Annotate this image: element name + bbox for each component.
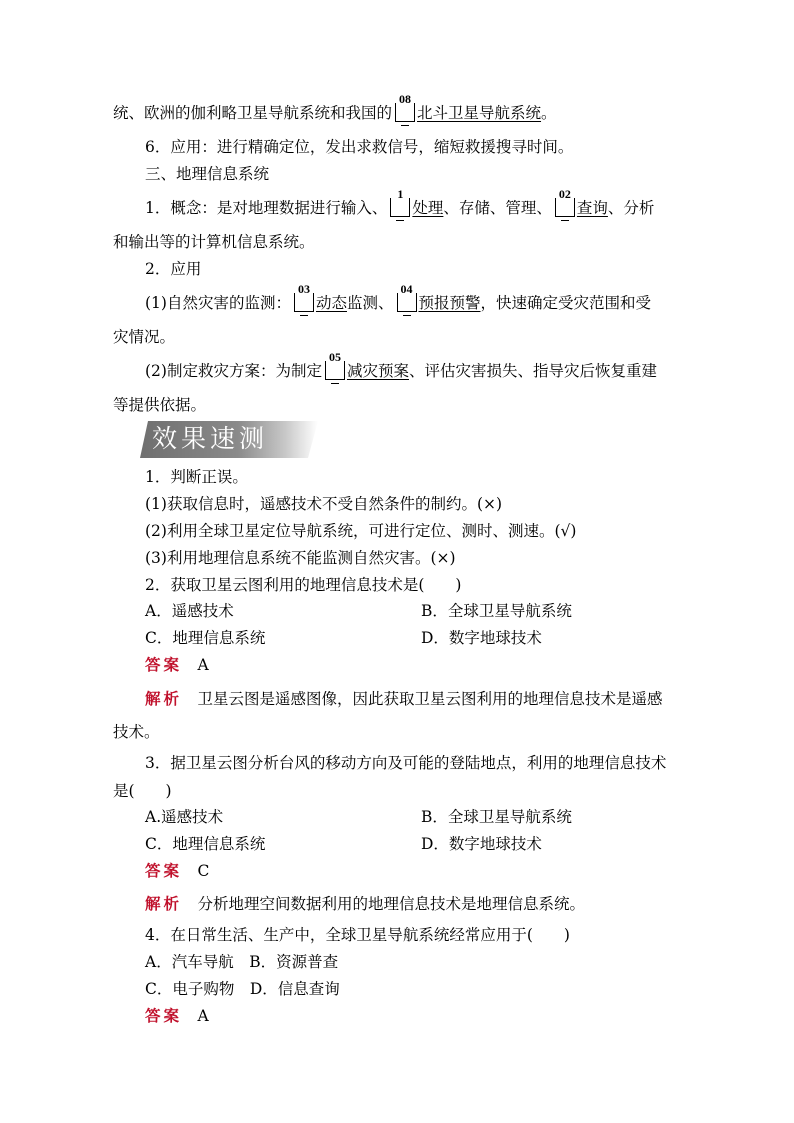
fill-answer: 处理	[412, 199, 444, 217]
answer-label: 答案	[145, 1006, 183, 1025]
q2-stem: 2．获取卫星云图利用的地理信息技术是( )	[145, 576, 462, 594]
blank-box: 03	[294, 293, 314, 312]
q1-statement-1: (1)获取信息时，遥感技术不受自然条件的制约。(×)	[145, 495, 503, 513]
banner-title: 效果速测	[152, 424, 269, 453]
fill-answer: 减灾预案	[346, 362, 409, 380]
disaster-monitoring-line2: 灾情况。	[113, 328, 176, 346]
gis-concept-line2: 和输出等的计算机信息系统。	[113, 233, 315, 251]
q3-option-d: D．数字地球技术	[421, 835, 542, 853]
blank-box: 02	[555, 198, 575, 217]
fill-answer: 北斗卫星导航系统	[417, 104, 542, 122]
q1-statement-3: (3)利用地理信息系统不能监测自然灾害。(×)	[145, 549, 456, 567]
q2-answer: 答案 A	[145, 655, 209, 674]
relief-plan-line2: 等提供依据。	[113, 396, 207, 414]
analysis-label: 解析	[145, 689, 183, 708]
item-6-application: 6．应用：进行精确定位，发出求救信号，缩短救援搜寻时间。	[145, 138, 574, 156]
q3-option-b: B．全球卫星导航系统	[421, 808, 572, 826]
q3-analysis: 解析 分析地理空间数据利用的地理信息技术是地理信息系统。	[145, 894, 586, 913]
fill-answer: 动态	[315, 294, 347, 312]
q2-analysis-line2: 技术。	[113, 723, 160, 741]
fill-answer: 预报预警	[418, 294, 481, 312]
q4-options-line1: A．汽车导航 B．资源普查	[145, 953, 339, 971]
relief-plan-line1: (2)制定救灾方案：为制定 05 减灾预案、评估灾害损失、指导灾后恢复重建	[145, 361, 657, 381]
gis-concept-line1: 1．概念：是对地理数据进行输入、 1 处理、存储、管理、 02 查询、分析	[145, 198, 654, 218]
line-navigation-systems: 统、欧洲的伽利略卫星导航系统和我国的 08 北斗卫星导航系统。	[113, 103, 557, 123]
q1-statement-2: (2)利用全球卫星定位导航系统，可进行定位、测时、测速。(√)	[145, 522, 577, 540]
fill-answer: 查询	[576, 199, 608, 217]
section-3-title: 三、地理信息系统	[145, 165, 270, 183]
q4-stem: 4．在日常生活、生产中，全球卫星导航系统经常应用于( )	[145, 926, 570, 944]
q2-option-b: B．全球卫星导航系统	[421, 602, 572, 620]
blank-box: 1	[390, 198, 410, 217]
q3-stem-line1: 3．据卫星云图分析台风的移动方向及可能的登陆地点，利用的地理信息技术	[145, 754, 667, 772]
q2-analysis-line1: 解析 卫星云图是遥感图像，因此获取卫星云图利用的地理信息技术是遥感	[145, 689, 663, 708]
blank-box: 05	[325, 361, 345, 380]
q3-option-c: C．地理信息系统	[145, 835, 266, 853]
q2-option-c: C．地理信息系统	[145, 629, 266, 647]
item-2-application: 2．应用	[145, 260, 202, 278]
q3-stem-line2: 是( )	[113, 782, 172, 800]
disaster-monitoring-line1: (1)自然灾害的监测： 03 动态监测、 04 预报预警，快速确定受灾范围和受	[145, 293, 651, 313]
q3-answer: 答案 C	[145, 861, 210, 880]
q4-options-line2: C．电子购物 D．信息查询	[145, 980, 340, 998]
analysis-label: 解析	[145, 894, 183, 913]
blank-box: 04	[397, 293, 417, 312]
q3-option-a: A.遥感技术	[145, 808, 224, 826]
blank-box: 08	[395, 103, 415, 122]
q4-answer: 答案 A	[145, 1006, 209, 1025]
q1-title: 1．判断正误。	[145, 468, 248, 486]
q2-option-a: A．遥感技术	[145, 602, 234, 620]
q2-option-d: D．数字地球技术	[421, 629, 542, 647]
answer-label: 答案	[145, 861, 183, 880]
answer-label: 答案	[145, 655, 183, 674]
